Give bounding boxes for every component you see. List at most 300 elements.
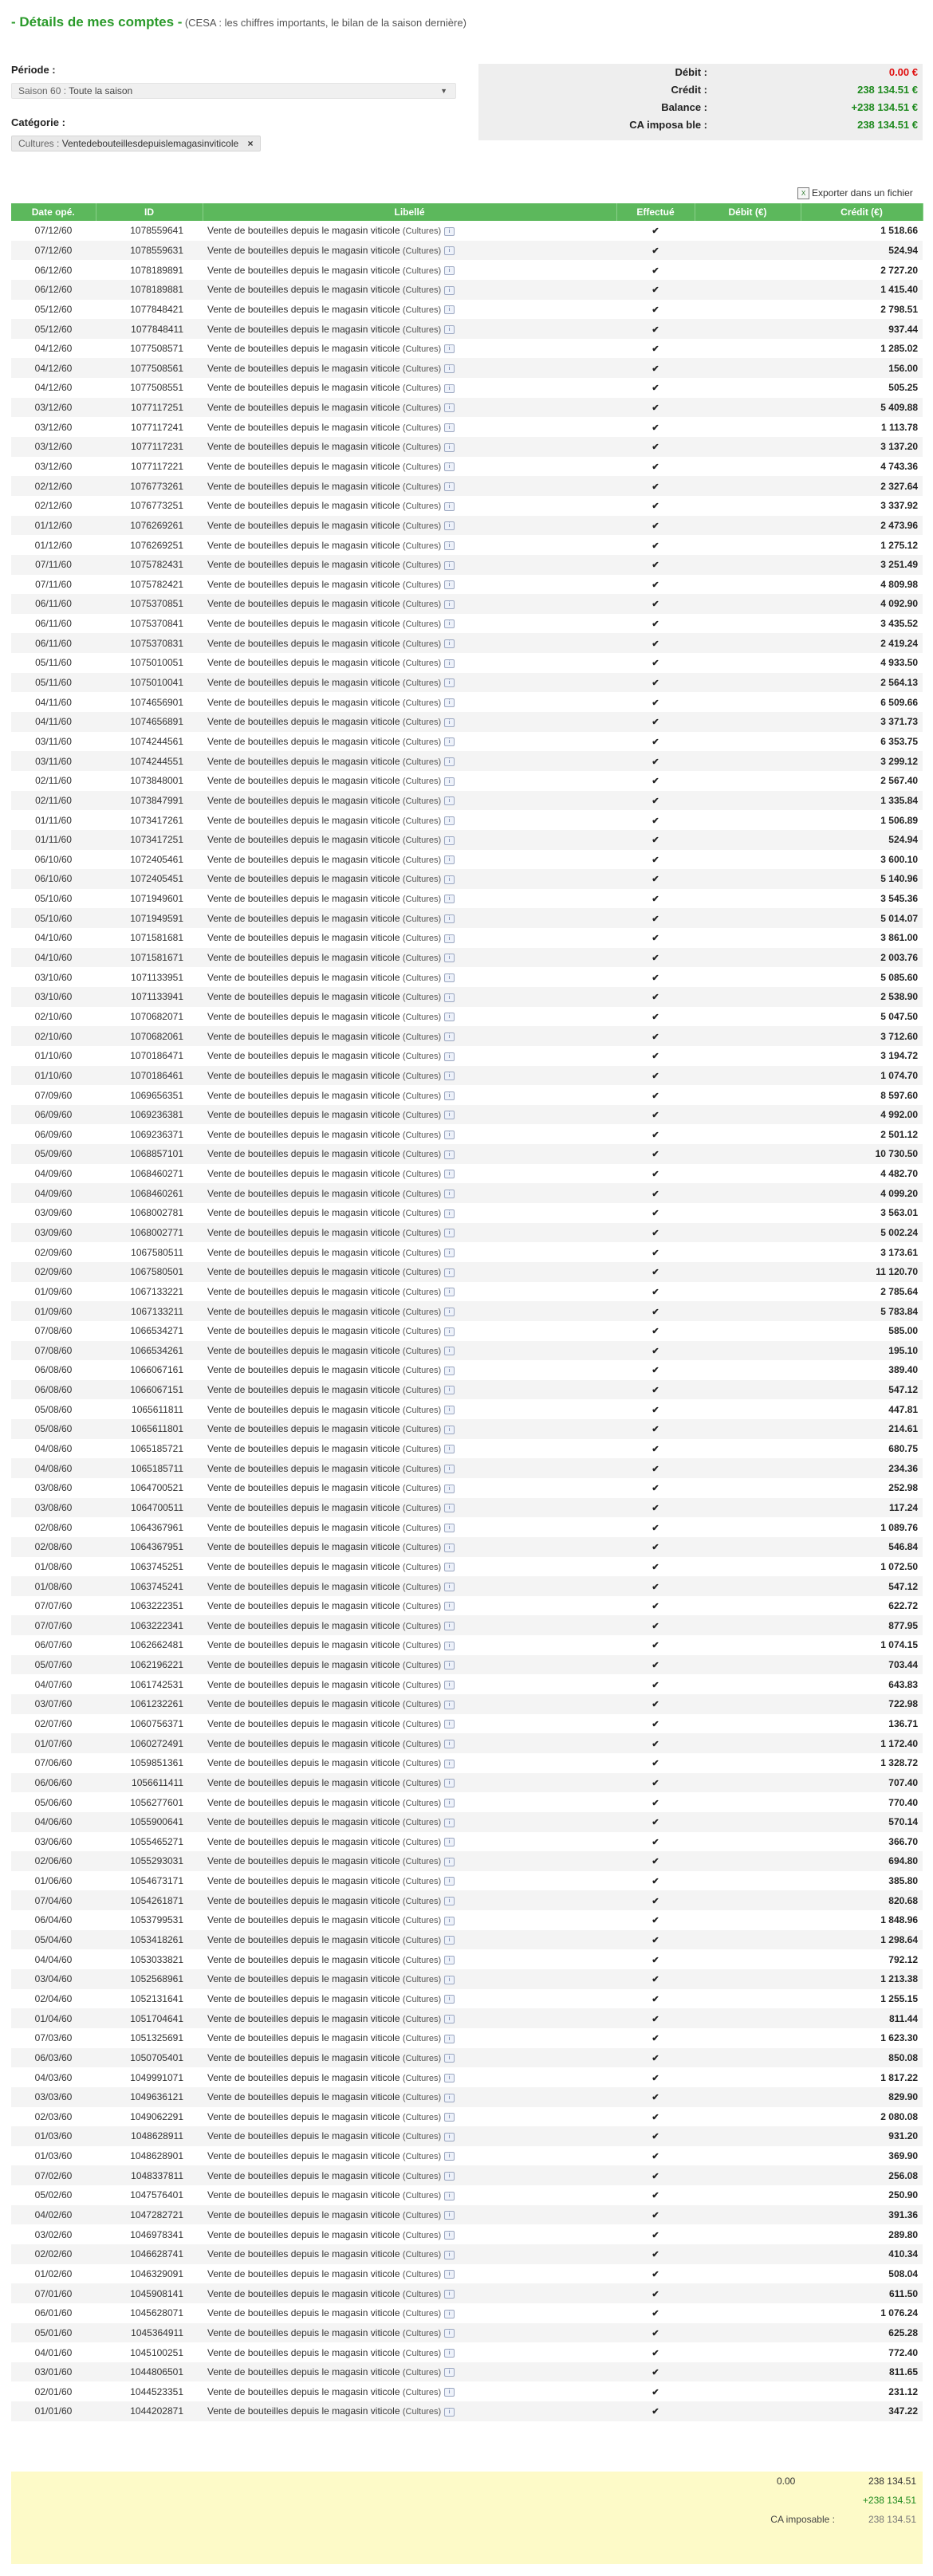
cell-effectue xyxy=(616,1026,695,1046)
table-row[interactable] xyxy=(11,398,923,418)
cell-date: 03/08/60 xyxy=(11,1498,96,1518)
libelle-category: (Cultures) xyxy=(402,2309,442,2319)
cell-debit xyxy=(695,1360,801,1380)
info-icon[interactable]: i xyxy=(444,384,455,393)
info-icon[interactable]: i xyxy=(444,305,455,314)
table-row[interactable] xyxy=(11,1066,923,1086)
cell-effectue xyxy=(616,1203,695,1223)
info-icon[interactable]: i xyxy=(444,954,455,962)
table-row[interactable] xyxy=(11,810,923,830)
info-icon[interactable]: i xyxy=(444,1052,455,1061)
table-row[interactable] xyxy=(11,791,923,811)
info-icon[interactable]: i xyxy=(444,1544,455,1552)
info-icon[interactable]: i xyxy=(444,796,455,805)
cell-date: 03/02/60 xyxy=(34,2228,73,2240)
info-icon[interactable]: i xyxy=(444,580,455,589)
libelle-category: (Cultures) xyxy=(402,1700,442,1710)
table-row[interactable] xyxy=(11,1419,923,1439)
table-row[interactable] xyxy=(11,2146,923,2166)
cell-debit xyxy=(695,2323,801,2343)
table-row[interactable] xyxy=(11,1301,923,1321)
info-icon[interactable]: i xyxy=(444,2368,455,2377)
info-icon[interactable]: i xyxy=(444,482,455,491)
info-icon[interactable]: i xyxy=(444,678,455,687)
cell-effectue xyxy=(616,260,695,280)
info-icon[interactable]: i xyxy=(444,855,455,864)
info-icon[interactable]: i xyxy=(444,1190,455,1198)
info-icon[interactable]: i xyxy=(444,1111,455,1119)
table-row[interactable] xyxy=(11,2008,923,2028)
table-row[interactable] xyxy=(11,2185,923,2205)
table-row[interactable] xyxy=(11,2264,923,2284)
info-icon[interactable]: i xyxy=(444,1602,455,1610)
table-row[interactable] xyxy=(11,575,923,595)
info-icon[interactable]: i xyxy=(444,1877,455,1886)
info-icon[interactable]: i xyxy=(444,1072,455,1080)
table-row[interactable] xyxy=(11,2323,923,2343)
info-icon[interactable]: i xyxy=(444,1327,455,1336)
info-icon[interactable]: i xyxy=(444,1936,455,1945)
table-row[interactable] xyxy=(11,1674,923,1694)
info-icon[interactable]: i xyxy=(444,246,455,255)
cell-effectue xyxy=(616,1910,695,1930)
table-row[interactable] xyxy=(11,673,923,693)
table-row[interactable] xyxy=(11,732,923,752)
info-icon[interactable]: i xyxy=(444,659,455,668)
info-icon[interactable]: i xyxy=(444,2113,455,2122)
cell-libelle xyxy=(203,830,616,850)
cell-effectue xyxy=(616,1144,695,1164)
table-row[interactable] xyxy=(11,260,923,280)
cell-id: 1048628911 xyxy=(96,2126,203,2146)
table-row[interactable] xyxy=(11,614,923,634)
info-icon[interactable]: i xyxy=(444,2388,455,2397)
table-row[interactable] xyxy=(11,2401,923,2421)
table-row[interactable] xyxy=(11,1596,923,1616)
libelle-category: (Cultures) xyxy=(402,639,442,649)
cell-libelle xyxy=(203,1635,616,1655)
check-icon: ✔ xyxy=(652,2348,659,2358)
cell-date: 01/12/60 xyxy=(34,539,73,551)
table-row[interactable] xyxy=(11,476,923,496)
cell-libelle xyxy=(203,2224,616,2244)
libelle-text: Vente de bouteilles depuis le magasin viticole xyxy=(207,323,400,335)
table-row[interactable] xyxy=(11,1655,923,1675)
info-icon[interactable]: i xyxy=(444,1622,455,1630)
info-icon[interactable]: i xyxy=(444,757,455,766)
info-icon[interactable]: i xyxy=(444,1799,455,1807)
info-icon[interactable]: i xyxy=(444,2310,455,2318)
col-date-header[interactable]: Date opé. xyxy=(11,203,96,221)
col-debit-header[interactable]: Débit (€) xyxy=(695,203,801,221)
table-row[interactable] xyxy=(11,417,923,437)
cell-id: 1045628071 xyxy=(130,2307,183,2319)
info-icon[interactable]: i xyxy=(444,993,455,1002)
info-icon[interactable]: i xyxy=(444,1956,455,1964)
info-icon[interactable]: i xyxy=(444,1838,455,1846)
check-icon: ✔ xyxy=(652,1523,659,1533)
table-row[interactable] xyxy=(11,2107,923,2127)
cell-date: 04/08/60 xyxy=(11,1458,96,1478)
table-row[interactable] xyxy=(11,2342,923,2362)
cell-libelle xyxy=(203,1458,616,1478)
info-icon[interactable]: i xyxy=(444,2074,455,2082)
info-icon[interactable]: i xyxy=(444,325,455,334)
period-select[interactable] xyxy=(11,83,456,99)
cell-credit: 4 743.36 xyxy=(880,461,918,472)
cell-libelle xyxy=(203,1498,616,1518)
table-row[interactable] xyxy=(11,1439,923,1459)
info-icon[interactable]: i xyxy=(444,1485,455,1493)
table-row[interactable] xyxy=(11,594,923,614)
info-icon[interactable]: i xyxy=(444,1740,455,1748)
info-icon[interactable]: i xyxy=(444,1150,455,1159)
table-row[interactable] xyxy=(11,1046,923,1066)
info-icon[interactable]: i xyxy=(444,286,455,295)
table-row[interactable] xyxy=(11,653,923,673)
info-icon[interactable]: i xyxy=(444,502,455,511)
table-row[interactable] xyxy=(11,2283,923,2303)
table-row[interactable] xyxy=(11,2048,923,2068)
cell-effectue xyxy=(616,967,695,987)
info-icon[interactable]: i xyxy=(444,266,455,275)
info-icon[interactable]: i xyxy=(444,1995,455,2004)
cell-credit: 234.36 xyxy=(801,1458,923,1478)
cell-credit: 772.40 xyxy=(888,2346,918,2358)
cell-libelle xyxy=(203,1910,616,1930)
info-icon[interactable]: i xyxy=(444,2035,455,2043)
libelle-category: (Cultures) xyxy=(402,1896,442,1906)
cell-date: 06/11/60 xyxy=(35,618,72,630)
table-row[interactable] xyxy=(11,1321,923,1341)
info-icon[interactable]: i xyxy=(444,1386,455,1394)
info-icon[interactable]: i xyxy=(444,2211,455,2220)
table-row[interactable] xyxy=(11,1478,923,1498)
table-row[interactable] xyxy=(11,633,923,653)
table-row[interactable] xyxy=(11,2303,923,2323)
cell-debit xyxy=(695,2381,801,2401)
check-icon: ✔ xyxy=(652,1012,659,1022)
table-row[interactable] xyxy=(11,555,923,575)
check-icon: ✔ xyxy=(652,285,659,296)
libelle-text: Vente de bouteilles depuis le magasin viticole xyxy=(207,1934,400,1946)
cell-libelle xyxy=(203,1832,616,1852)
table-row[interactable] xyxy=(11,2165,923,2185)
info-icon[interactable]: i xyxy=(444,344,455,353)
info-icon[interactable]: i xyxy=(444,2270,455,2279)
remove-category-button[interactable]: × xyxy=(247,138,254,149)
table-row[interactable] xyxy=(11,1223,923,1243)
table-row[interactable] xyxy=(11,751,923,771)
table-row[interactable] xyxy=(11,1124,923,1144)
cell-libelle xyxy=(203,1792,616,1812)
table-row[interactable] xyxy=(11,516,923,536)
info-icon[interactable]: i xyxy=(444,1288,455,1296)
libelle-text: Vente de bouteilles depuis le magasin viticole xyxy=(207,480,400,492)
table-row[interactable] xyxy=(11,692,923,712)
info-icon[interactable]: i xyxy=(444,836,455,845)
libelle-text: Vente de bouteilles depuis le magasin viticole xyxy=(207,1737,400,1749)
info-icon[interactable]: i xyxy=(444,1917,455,1925)
cell-id: 1045100251 xyxy=(130,2346,183,2358)
cell-debit xyxy=(695,1301,801,1321)
col-effectue-header[interactable]: Effectué xyxy=(616,203,695,221)
info-icon[interactable]: i xyxy=(444,1229,455,1237)
table-row[interactable] xyxy=(11,2028,923,2048)
info-icon[interactable]: i xyxy=(444,462,455,471)
info-icon[interactable]: i xyxy=(444,2172,455,2181)
info-icon[interactable]: i xyxy=(444,423,455,432)
info-icon[interactable]: i xyxy=(444,2192,455,2200)
table-row[interactable] xyxy=(11,1910,923,1930)
libelle-category: (Cultures) xyxy=(402,855,442,865)
table-row[interactable] xyxy=(11,1851,923,1871)
cell-credit: 1 506.89 xyxy=(880,814,918,826)
info-icon[interactable]: i xyxy=(444,2329,455,2338)
table-row[interactable] xyxy=(11,1360,923,1380)
table-row[interactable] xyxy=(11,889,923,909)
table-row[interactable] xyxy=(11,1537,923,1557)
cell-libelle xyxy=(203,1694,616,1714)
info-icon[interactable]: i xyxy=(444,1819,455,1827)
info-icon[interactable]: i xyxy=(444,1504,455,1512)
export-link[interactable] xyxy=(797,187,913,199)
table-row[interactable] xyxy=(11,1144,923,1164)
table-row[interactable] xyxy=(11,2362,923,2382)
info-icon[interactable]: i xyxy=(444,1897,455,1905)
info-icon[interactable]: i xyxy=(444,1013,455,1021)
table-row[interactable] xyxy=(11,457,923,477)
cell-date: 02/06/60 xyxy=(11,1851,96,1871)
info-icon[interactable]: i xyxy=(444,1406,455,1414)
info-icon[interactable]: i xyxy=(444,1170,455,1178)
cell-debit xyxy=(695,2126,801,2146)
table-row[interactable] xyxy=(11,280,923,300)
table-row[interactable] xyxy=(11,1498,923,1518)
table-row[interactable] xyxy=(11,1026,923,1046)
info-icon[interactable]: i xyxy=(444,561,455,570)
table-row[interactable] xyxy=(11,1714,923,1734)
table-row[interactable] xyxy=(11,1517,923,1537)
check-icon: ✔ xyxy=(652,1641,659,1651)
info-icon[interactable]: i xyxy=(444,1583,455,1591)
table-row[interactable] xyxy=(11,1890,923,1910)
info-icon[interactable]: i xyxy=(444,1779,455,1787)
table-row[interactable] xyxy=(11,2224,923,2244)
table-row[interactable] xyxy=(11,1242,923,1262)
libelle-category: (Cultures) xyxy=(402,1445,442,1455)
info-icon[interactable]: i xyxy=(444,816,455,825)
table-row[interactable] xyxy=(11,1262,923,1282)
libelle-category: (Cultures) xyxy=(402,1602,442,1612)
table-row[interactable] xyxy=(11,928,923,948)
info-icon[interactable]: i xyxy=(444,639,455,648)
info-icon[interactable]: i xyxy=(444,973,455,982)
info-icon[interactable]: i xyxy=(444,2251,455,2259)
info-icon[interactable]: i xyxy=(444,1209,455,1218)
info-icon[interactable]: i xyxy=(444,521,455,530)
info-icon[interactable]: i xyxy=(444,1701,455,1709)
libelle-category: (Cultures) xyxy=(402,777,442,787)
info-icon[interactable]: i xyxy=(444,1976,455,1984)
info-icon[interactable]: i xyxy=(444,1661,455,1669)
table-row[interactable] xyxy=(11,1969,923,1989)
info-icon[interactable]: i xyxy=(444,777,455,786)
info-icon[interactable]: i xyxy=(444,1465,455,1473)
table-row[interactable] xyxy=(11,378,923,398)
table-row[interactable] xyxy=(11,1085,923,1105)
table-row[interactable] xyxy=(11,967,923,987)
check-icon: ✔ xyxy=(652,344,659,355)
table-row[interactable] xyxy=(11,1812,923,1832)
table-row[interactable] xyxy=(11,1832,923,1852)
table-row[interactable] xyxy=(11,2126,923,2146)
info-icon[interactable]: i xyxy=(444,619,455,628)
info-icon[interactable]: i xyxy=(444,364,455,373)
cell-credit: 931.20 xyxy=(801,2126,923,2146)
table-row[interactable] xyxy=(11,1576,923,1596)
table-row[interactable] xyxy=(11,1792,923,1812)
info-icon[interactable]: i xyxy=(444,1642,455,1650)
info-icon[interactable]: i xyxy=(444,1426,455,1434)
info-icon[interactable]: i xyxy=(444,1681,455,1689)
table-row[interactable] xyxy=(11,850,923,870)
libelle-text: Vente de bouteilles depuis le magasin viticole xyxy=(207,794,400,806)
table-row[interactable] xyxy=(11,2067,923,2087)
table-row[interactable] xyxy=(11,221,923,241)
libelle-category: (Cultures) xyxy=(402,501,442,512)
table-row[interactable] xyxy=(11,1635,923,1655)
info-icon[interactable]: i xyxy=(444,2133,455,2141)
cell-credit: 1 518.66 xyxy=(880,225,918,237)
info-icon[interactable]: i xyxy=(444,934,455,943)
cell-date: 03/10/60 xyxy=(11,987,96,1007)
info-icon[interactable]: i xyxy=(444,875,455,884)
table-row[interactable] xyxy=(11,1930,923,1950)
info-icon[interactable]: i xyxy=(444,2015,455,2023)
table-row[interactable] xyxy=(11,1341,923,1361)
table-row[interactable] xyxy=(11,1183,923,1203)
table-row[interactable] xyxy=(11,2244,923,2264)
info-icon[interactable]: i xyxy=(444,737,455,746)
table-row[interactable] xyxy=(11,1694,923,1714)
cell-debit xyxy=(695,555,801,575)
info-icon[interactable]: i xyxy=(444,227,455,236)
info-icon[interactable]: i xyxy=(444,1091,455,1100)
info-icon[interactable]: i xyxy=(444,895,455,903)
table-row[interactable] xyxy=(11,358,923,378)
table-row[interactable] xyxy=(11,241,923,261)
info-icon[interactable]: i xyxy=(444,1858,455,1866)
libelle-text: Vente de bouteilles depuis le magasin viticole xyxy=(207,1875,400,1887)
table-row[interactable] xyxy=(11,1871,923,1891)
info-icon[interactable]: i xyxy=(444,1367,455,1375)
info-icon[interactable]: i xyxy=(444,1524,455,1532)
check-icon: ✔ xyxy=(652,1582,659,1592)
info-icon[interactable]: i xyxy=(444,1760,455,1768)
info-icon[interactable]: i xyxy=(444,2054,455,2063)
table-row[interactable] xyxy=(11,948,923,968)
info-icon[interactable]: i xyxy=(444,1563,455,1571)
table-row[interactable] xyxy=(11,1557,923,1577)
table-row[interactable] xyxy=(11,300,923,320)
cell-credit: 707.40 xyxy=(801,1773,923,1793)
table-row[interactable] xyxy=(11,712,923,732)
col-credit-header[interactable]: Crédit (€) xyxy=(801,203,923,221)
table-row[interactable] xyxy=(11,1753,923,1773)
table-row[interactable] xyxy=(11,771,923,791)
table-row[interactable] xyxy=(11,1164,923,1184)
info-icon[interactable]: i xyxy=(444,2408,455,2417)
table-row[interactable] xyxy=(11,869,923,889)
info-icon[interactable]: i xyxy=(444,1032,455,1041)
table-row[interactable] xyxy=(11,339,923,359)
libelle-category: (Cultures) xyxy=(402,2014,442,2024)
info-icon[interactable]: i xyxy=(444,2231,455,2240)
table-row[interactable] xyxy=(11,1007,923,1027)
table-row[interactable] xyxy=(11,908,923,928)
info-icon[interactable]: i xyxy=(444,1347,455,1355)
check-icon: ✔ xyxy=(652,1798,659,1808)
table-row[interactable] xyxy=(11,1615,923,1635)
info-icon[interactable]: i xyxy=(444,1131,455,1139)
table-row[interactable] xyxy=(11,1399,923,1419)
check-icon: ✔ xyxy=(652,2250,659,2260)
table-row[interactable] xyxy=(11,1949,923,1969)
info-icon[interactable]: i xyxy=(444,403,455,412)
info-icon[interactable]: i xyxy=(444,1720,455,1728)
table-row[interactable] xyxy=(11,535,923,555)
info-icon[interactable]: i xyxy=(444,2349,455,2358)
cell-date: 03/08/60 xyxy=(34,1482,73,1494)
cell-credit: 391.36 xyxy=(801,2205,923,2225)
table-row[interactable] xyxy=(11,2381,923,2401)
table-row[interactable] xyxy=(11,830,923,850)
table-row[interactable] xyxy=(11,1380,923,1400)
table-row[interactable] xyxy=(11,1458,923,1478)
info-icon[interactable]: i xyxy=(444,2290,455,2299)
table-row[interactable] xyxy=(11,1773,923,1793)
cell-id: 1053033821 xyxy=(130,1953,183,1965)
col-id-header[interactable]: ID xyxy=(96,203,203,221)
info-icon[interactable]: i xyxy=(444,698,455,707)
info-icon[interactable]: i xyxy=(444,2094,455,2102)
table-row[interactable] xyxy=(11,496,923,516)
table-row[interactable] xyxy=(11,1105,923,1125)
table-row[interactable] xyxy=(11,1733,923,1753)
info-icon[interactable]: i xyxy=(444,914,455,923)
table-row[interactable] xyxy=(11,2087,923,2107)
table-row[interactable] xyxy=(11,987,923,1007)
table-row[interactable] xyxy=(11,1282,923,1302)
info-icon[interactable]: i xyxy=(444,541,455,550)
info-icon[interactable]: i xyxy=(444,718,455,727)
info-icon[interactable]: i xyxy=(444,443,455,452)
col-libelle-header[interactable]: Libellé xyxy=(203,203,616,221)
info-icon[interactable]: i xyxy=(444,2152,455,2161)
info-icon[interactable]: i xyxy=(444,1249,455,1257)
cell-libelle xyxy=(203,339,616,359)
table-row[interactable] xyxy=(11,319,923,339)
table-row[interactable] xyxy=(11,2205,923,2225)
table-row[interactable] xyxy=(11,1989,923,2009)
info-icon[interactable]: i xyxy=(444,1268,455,1277)
table-row[interactable] xyxy=(11,1203,923,1223)
info-icon[interactable]: i xyxy=(444,1308,455,1316)
info-icon[interactable]: i xyxy=(444,1445,455,1453)
info-icon[interactable]: i xyxy=(444,600,455,609)
table-row[interactable] xyxy=(11,437,923,457)
